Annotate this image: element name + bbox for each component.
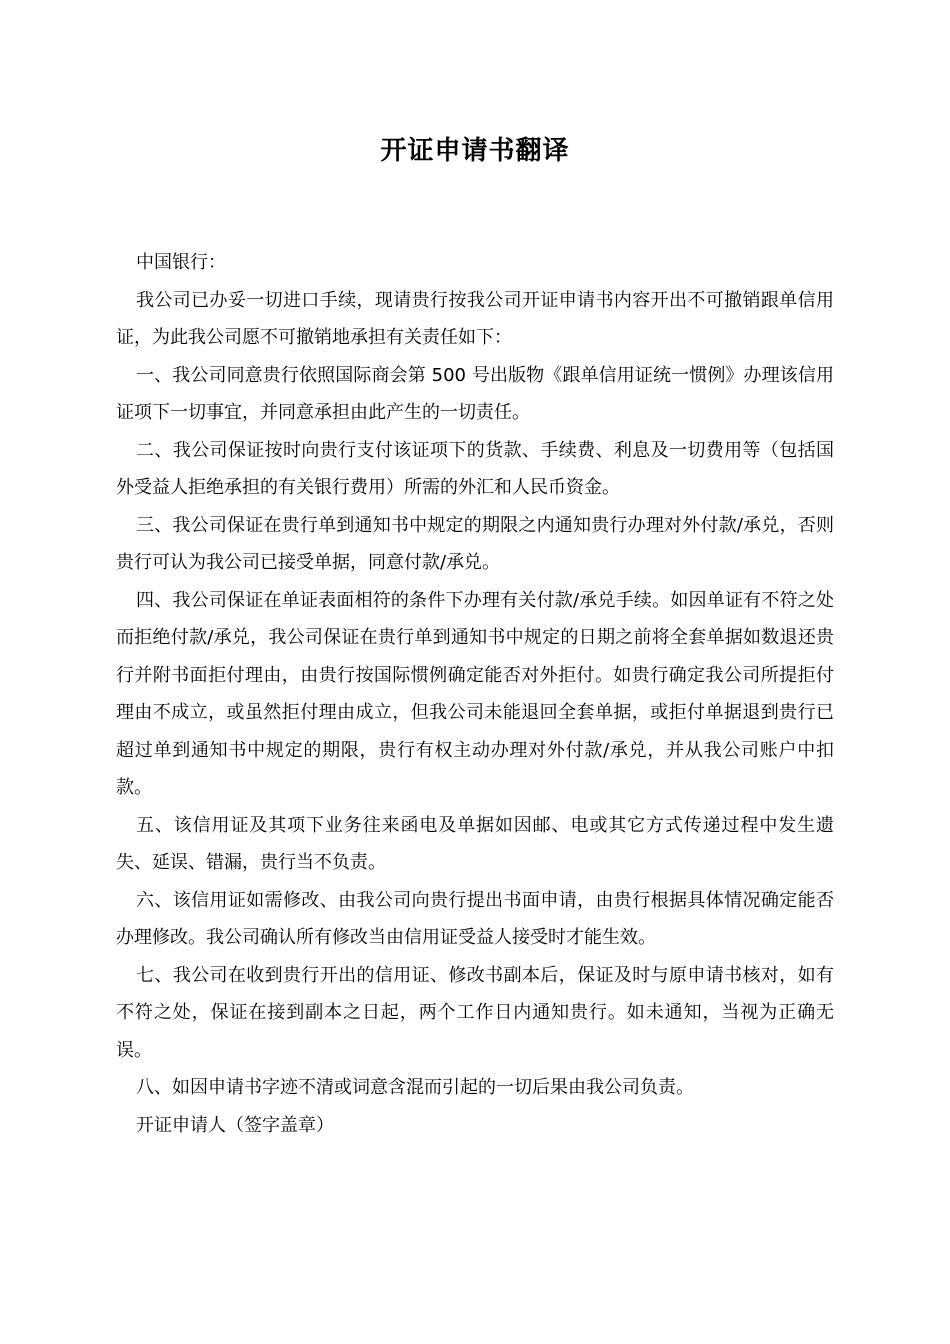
clause-3: 三、我公司保证在贵行单到通知书中规定的期限之内通知贵行办理对外付款/承兑，否则贵行可认为我公司已接受单据，同意付款/承兑。 <box>116 514 834 573</box>
intro-paragraph: 我公司已办妥一切进口手续，现请贵行按我公司开证申请书内容开出不可撤销跟单信用证，为此我公司愿不可撤销地承担有关责任如下： <box>116 289 834 348</box>
clause-6: 六、该信用证如需修改、由我公司向贵行提出书面申请，由贵行根据具体情况确定能否办理修改。我公司确认所有修改当由信用证受益人接受时才能生效。 <box>116 889 834 948</box>
signature-line: 开证申请人（签字盖章） <box>136 1114 334 1136</box>
clause-7: 七、我公司在收到贵行开出的信用证、修改书副本后，保证及时与原申请书核对，如有不符之处，保证在接到副本之日起，两个工作日内通知贵行。如未通知，当视为正确无误。 <box>116 964 834 1061</box>
salutation: 中国银行： <box>136 252 226 273</box>
document-body <box>116 244 834 1144</box>
clause-1: 一、我公司同意贵行依照国际商会第 500 号出版物《跟单信用证统一惯例》办理该信用证项下一切事宜，并同意承担由此产生的一切责任。 <box>116 364 834 423</box>
document-title: 开证申请书翻译 <box>380 136 570 166</box>
clause-2: 二、我公司保证按时向贵行支付该证项下的货款、手续费、利息及一切费用等（包括国外受益人拒绝承担的有关银行费用）所需的外汇和人民币资金。 <box>116 439 834 498</box>
clause-4: 四、我公司保证在单证表面相符的条件下办理有关付款/承兑手续。如因单证有不符之处而拒绝付款/承兑，我公司保证在贵行单到通知书中规定的日期之前将全套单据如数退还贵行并附书面拒付理由，由贵行按国际惯例确定能否对外拒付。如贵行确定我公司所提拒付理由不成立，或虽然拒付理由成立，但我公司未能退回全套单据，或拒付单据退到贵行已超过单到通知书中规定的期限，贵行有权主动办理对外付款/承兑，并从我公司账户中扣款。 <box>116 589 834 798</box>
clause-5: 五、该信用证及其项下业务往来函电及单据如因邮、电或其它方式传递过程中发生遗失、延误、错漏，贵行当不负责。 <box>116 814 834 873</box>
clause-8: 八、如因申请书字迹不清或词意含混而引起的一切后果由我公司负责。 <box>136 1077 694 1098</box>
